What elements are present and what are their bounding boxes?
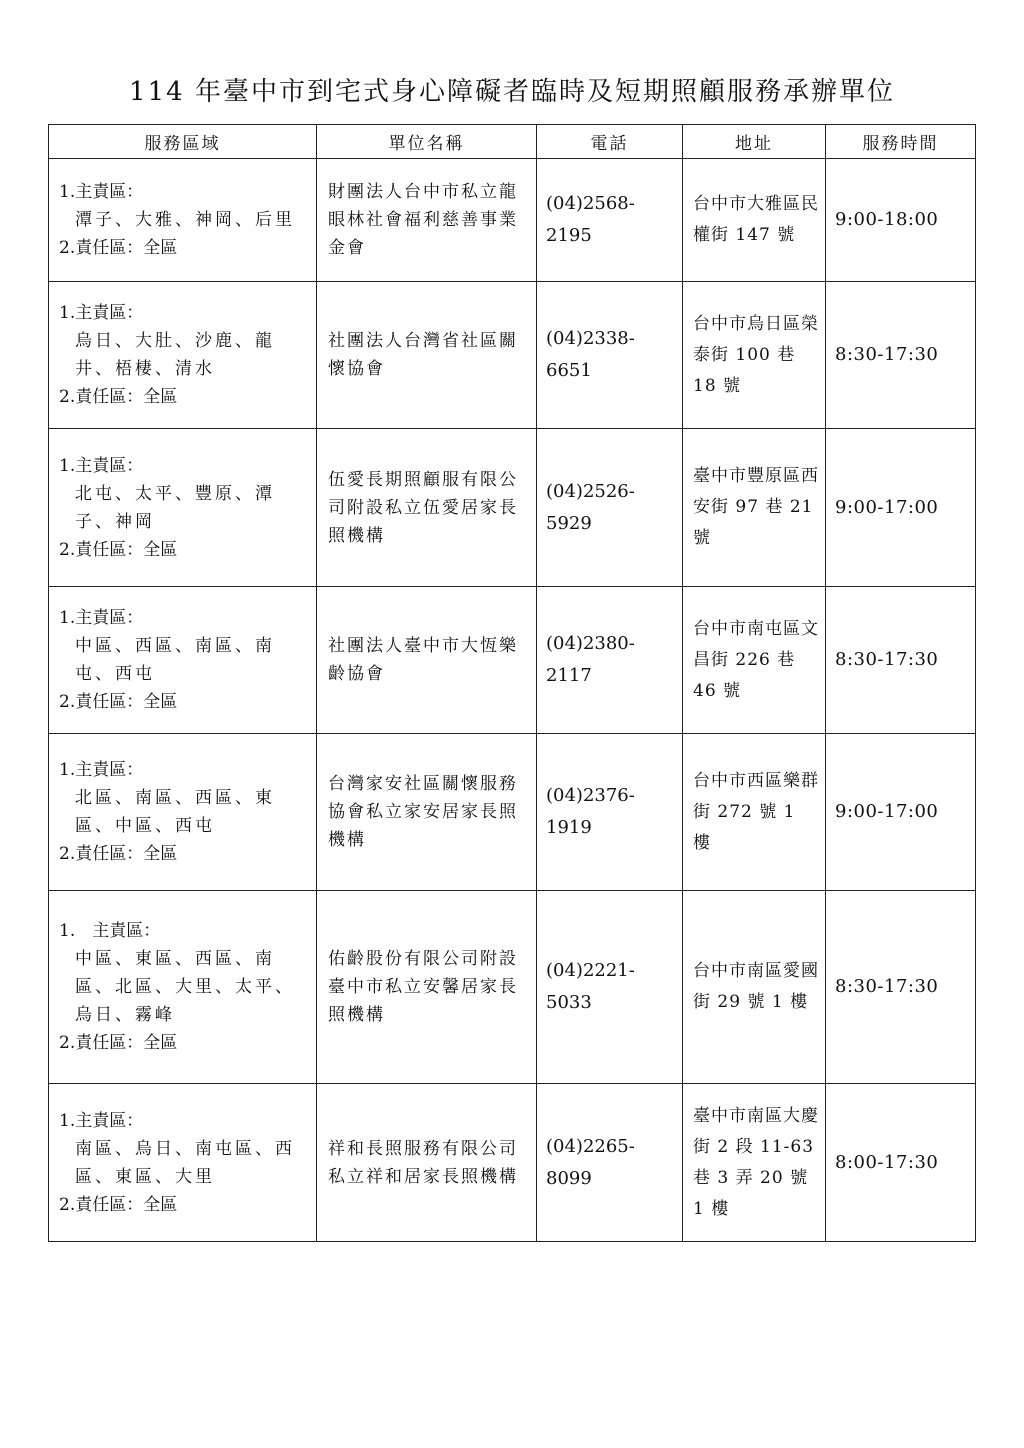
phone-part-2: 2195 (546, 225, 592, 246)
service-area-cell (49, 734, 317, 891)
responsibility-area: 2.責任區：全區 (59, 387, 178, 407)
main-area-label: 1.主責區： (59, 608, 144, 628)
service-area-cell (49, 1084, 317, 1242)
table-header-row (49, 125, 976, 159)
main-area-list: 北區、南區、西區、東區、中區、西屯 (75, 788, 275, 836)
unit-name-cell: 佑齡股份有限公司附設臺中市私立安馨居家長照機構 (317, 891, 537, 1084)
unit-name-cell: 社團法人臺中市大恆樂齡協會 (317, 587, 537, 734)
unit-name-cell: 台灣家安社區關懷服務協會私立家安居家長照機構 (317, 734, 537, 891)
main-area-list: 南區、烏日、南屯區、西區、東區、大里 (75, 1138, 295, 1187)
phone-part-1: (04)2380- (546, 633, 635, 654)
unit-name-cell: 祥和長照服務有限公司私立祥和居家長照機構 (317, 1084, 537, 1242)
phone-cell (537, 734, 683, 891)
service-hours-cell: 9:00-18:00 (826, 159, 976, 282)
service-hours-cell: 8:00-17:30 (826, 1084, 976, 1242)
service-hours-cell: 9:00-17:00 (826, 429, 976, 587)
main-area-list: 中區、西區、南區、南屯、西屯 (75, 636, 275, 684)
responsibility-area: 2.責任區：全區 (59, 539, 178, 560)
phone-part-1: (04)2338- (546, 328, 635, 349)
phone-cell (537, 282, 683, 429)
table-row (49, 159, 976, 282)
header-unit-name: 單位名稱 (317, 125, 537, 159)
main-area-label: 1.主責區： (59, 1110, 144, 1131)
main-area-label: 1.主責區： (59, 455, 144, 476)
phone-part-2: 2117 (546, 665, 592, 686)
main-area-label: 1.主責區： (59, 303, 144, 323)
main-area-label: 1. 主責區： (59, 921, 161, 941)
phone-part-1: (04)2376- (546, 785, 635, 806)
service-area-cell (49, 429, 317, 587)
phone-part-2: 5033 (546, 992, 592, 1013)
main-area-label: 1.主責區： (59, 760, 144, 780)
service-units-table (48, 124, 976, 1242)
header-phone: 電話 (537, 125, 683, 159)
table-row (49, 734, 976, 891)
responsibility-area: 2.責任區：全區 (59, 1033, 178, 1053)
responsibility-area: 2.責任區：全區 (59, 692, 178, 712)
service-hours-cell: 8:30-17:30 (826, 282, 976, 429)
main-area-list: 北屯、太平、豐原、潭子、神岡 (75, 483, 275, 532)
phone-part-1: (04)2526- (546, 480, 635, 502)
phone-part-1: (04)2568- (546, 193, 635, 214)
service-hours-cell: 9:00-17:00 (826, 734, 976, 891)
phone-cell (537, 587, 683, 734)
table-row (49, 282, 976, 429)
phone-cell (537, 891, 683, 1084)
table-row (49, 891, 976, 1084)
address-cell: 台中市西區樂群街 272 號 1 樓 (683, 734, 826, 891)
address-cell: 臺中市豐原區西安街 97 巷 21 號 (683, 429, 826, 587)
phone-cell (537, 159, 683, 282)
responsibility-area: 2.責任區：全區 (59, 238, 178, 258)
unit-name-cell: 社團法人台灣省社區關懷協會 (317, 282, 537, 429)
header-address: 地址 (683, 125, 826, 159)
phone-cell (537, 429, 683, 587)
main-area-label: 1.主責區： (59, 182, 144, 202)
responsibility-area: 2.責任區：全區 (59, 1194, 178, 1215)
service-hours-cell: 8:30-17:30 (826, 891, 976, 1084)
table-row (49, 429, 976, 587)
service-area-cell (49, 159, 317, 282)
phone-part-1: (04)2265- (546, 1135, 635, 1157)
page-title: 114 年臺中市到宅式身心障礙者臨時及短期照顧服務承辦單位 (129, 77, 895, 107)
phone-part-2: 1919 (546, 817, 592, 838)
address-cell: 台中市南屯區文昌街 226 巷 46 號 (683, 587, 826, 734)
phone-part-2: 5929 (546, 512, 592, 534)
unit-name-cell: 伍愛長期照顧服有限公司附設私立伍愛居家長照機構 (317, 429, 537, 587)
unit-name-cell: 財團法人台中市私立龍眼林社會福利慈善事業金會 (317, 159, 537, 282)
address-cell: 台中市南區愛國街 29 號 1 樓 (683, 891, 826, 1084)
header-service-area: 服務區域 (49, 125, 317, 159)
phone-part-2: 6651 (546, 360, 592, 381)
service-area-cell (49, 282, 317, 429)
service-area-cell (49, 891, 317, 1084)
address-cell: 台中市大雅區民權街 147 號 (683, 159, 826, 282)
service-hours-cell: 8:30-17:30 (826, 587, 976, 734)
phone-cell (537, 1084, 683, 1242)
main-area-list: 潭子、大雅、神岡、后里 (75, 210, 295, 230)
address-cell: 台中市烏日區榮泰街 100 巷 18 號 (683, 282, 826, 429)
phone-part-1: (04)2221- (546, 960, 635, 981)
service-area-cell (49, 587, 317, 734)
phone-part-2: 8099 (546, 1167, 592, 1189)
table-row (49, 1084, 976, 1242)
main-area-list: 中區、東區、西區、南區、北區、大里、太平、烏日、霧峰 (75, 949, 295, 1025)
main-area-list: 烏日、大肚、沙鹿、龍井、梧棲、清水 (75, 331, 275, 379)
table-row (49, 587, 976, 734)
responsibility-area: 2.責任區：全區 (59, 844, 178, 864)
header-service-hours: 服務時間 (826, 125, 976, 159)
address-cell: 臺中市南區大慶街 2 段 11-63 巷 3 弄 20 號 1 樓 (683, 1084, 826, 1242)
